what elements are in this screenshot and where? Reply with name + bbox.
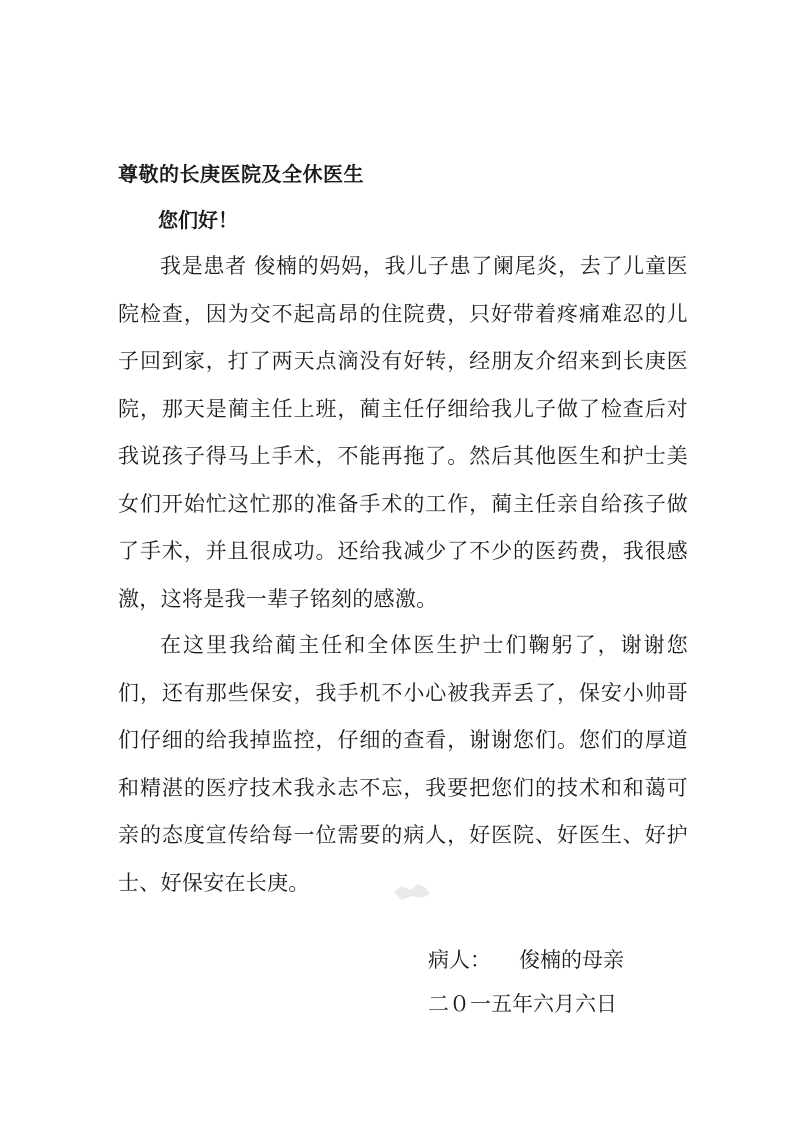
scan-smudge-mark — [392, 878, 432, 904]
letter-heading: 尊敬的长庚医院及全休医生 — [118, 162, 364, 186]
signature-line — [428, 944, 624, 974]
signature-date: 二０一五年六月六日 — [428, 992, 617, 1016]
letter-paragraph: 在这里我给蔺主任和全体医生护士们鞠躬了，谢谢您们，还有那些保安，我手机不小心被我弄丢了，保安小帅哥们仔细的给我掉监控，仔细的查看，谢谢您们。您们的厚道和精湛的医疗技术我永志不忘，我要把您们的技术和和蔼可亲的态度宣传给每一位需要的病人，好医院、好医生、好护士、好保安在长庚。 — [118, 633, 688, 895]
letter-paragraph: 我是患者 俊楠的妈妈，我儿子患了阑尾炎，去了儿童医院检查，因为交不起高昂的住院费，只好带着疼痛难忍的儿子回到家，打了两天点滴没有好转，经朋友介绍来到长庚医院，那天是蔺主任上班，蔺主任仔细给我儿子做了检查后对我说孩子得马上手术，不能再拖了。然后其他医生和护士美女们开始忙这忙那的准备手术的工作，蔺主任亲自给孩子做了手术，并且很成功。还给我减少了不少的医药费，我很感激，这将是我一辈子铭刻的感激。 — [118, 254, 688, 611]
signature-label: 病人： — [428, 948, 491, 972]
signature-name: 俊楠的母亲 — [519, 948, 624, 972]
letter-greeting: 您们好！ — [158, 208, 238, 232]
